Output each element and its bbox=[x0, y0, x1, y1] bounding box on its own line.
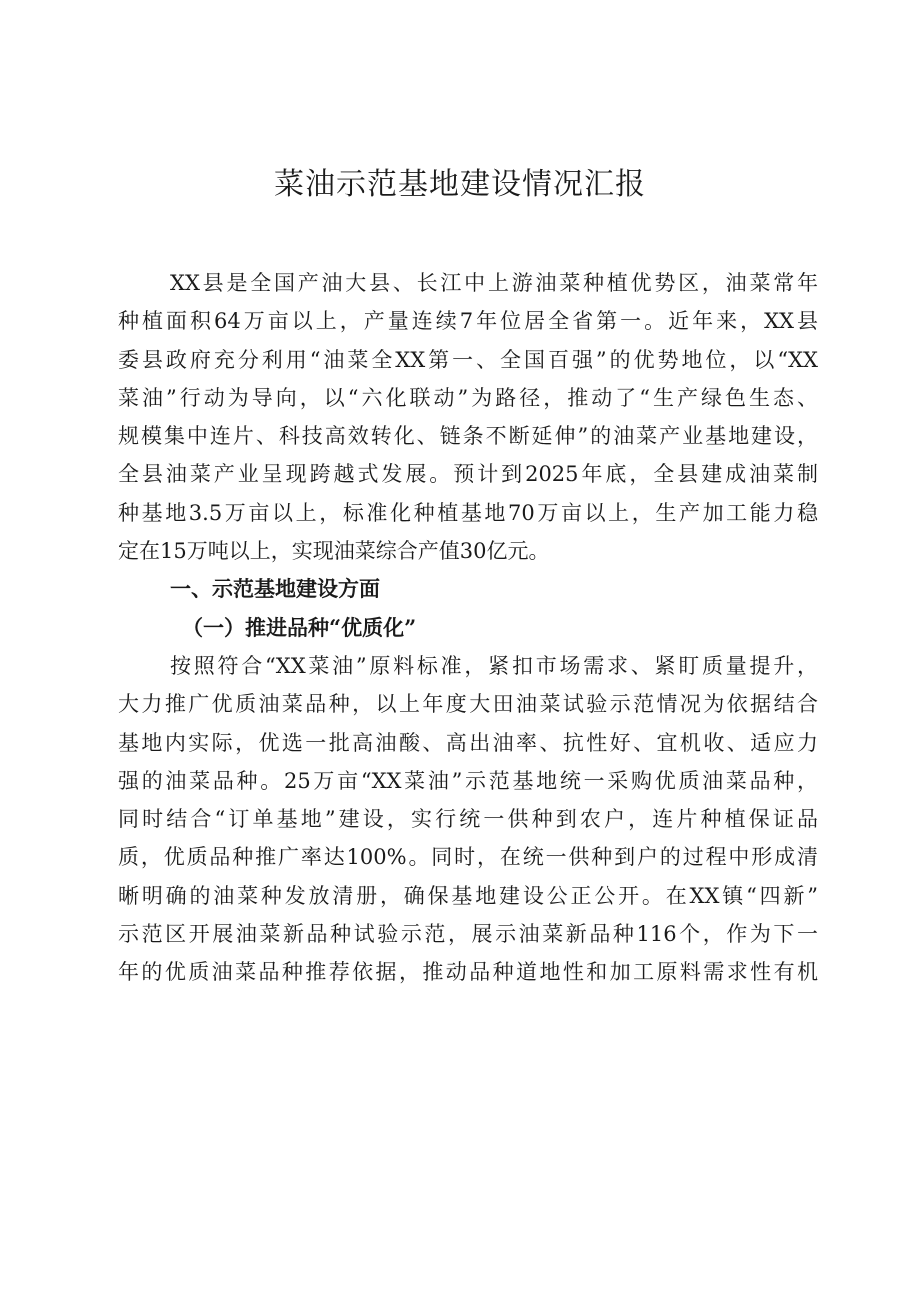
paragraph-line: 晰明确的油菜种发放清册，确保基地建设公正公开。在XX镇“四新” bbox=[118, 883, 818, 908]
paragraph-line: 同时结合“订单基地”建设，实行统一供种到农户，连片种植保证品 bbox=[118, 807, 818, 832]
paragraph-line: 年的优质油菜品种推荐依据，推动品种道地性和加工原料需求性有机 bbox=[118, 960, 818, 985]
paragraph-line: 大力推广优质油菜品种，以上年度大田油菜试验示范情况为依据结合 bbox=[118, 692, 818, 717]
paragraph-line: 基地内实际，优选一批高油酸、高出油率、抗性好、宜机收、适应力 bbox=[118, 730, 818, 755]
paragraph-line: 规模集中连片、科技高效转化、链条不断延伸”的油菜产业基地建设， bbox=[118, 424, 818, 449]
paragraph-line: 按照符合“XX菜油”原料标准，紧扣市场需求、紧盯质量提升， bbox=[170, 653, 818, 678]
paragraph-line: 强的油菜品种。25万亩“XX菜油”示范基地统一采购优质油菜品种， bbox=[118, 768, 818, 793]
paragraph-line: 菜油”行动为导向，以“六化联动”为路径，推动了“生产绿色生态、 bbox=[118, 385, 818, 410]
paragraph-line: 种植面积64万亩以上，产量连续7年位居全省第一。近年来，XX县 bbox=[118, 309, 818, 334]
paragraph-line: 定在15万吨以上，实现油菜综合产值30亿元。 bbox=[118, 539, 550, 564]
paragraph-line: 示范区开展油菜新品种试验示范，展示油菜新品种116个，作为下一 bbox=[118, 922, 818, 947]
paragraph-line: 质，优质品种推广率达100%。同时，在统一供种到户的过程中形成清 bbox=[118, 845, 818, 870]
paragraph-line: XX县是全国产油大县、长江中上游油菜种植优势区，油菜常年 bbox=[170, 271, 818, 295]
paragraph-line: 种基地3.5万亩以上，标准化种植基地70万亩以上，生产加工能力稳 bbox=[118, 500, 818, 525]
document-body bbox=[118, 264, 818, 992]
section-heading: 一、示范基地建设方面 bbox=[170, 576, 380, 602]
paragraph-line: 全县油菜产业呈现跨越式发展。预计到2025年底，全县建成油菜制 bbox=[118, 462, 818, 487]
subsection-heading: （一）推进品种“优质化” bbox=[182, 614, 417, 640]
document-title: 菜油示范基地建设情况汇报 bbox=[274, 167, 646, 202]
paragraph-line: 委县政府充分利用“油菜全XX第一、全国百强”的优势地位，以“XX bbox=[118, 347, 818, 372]
